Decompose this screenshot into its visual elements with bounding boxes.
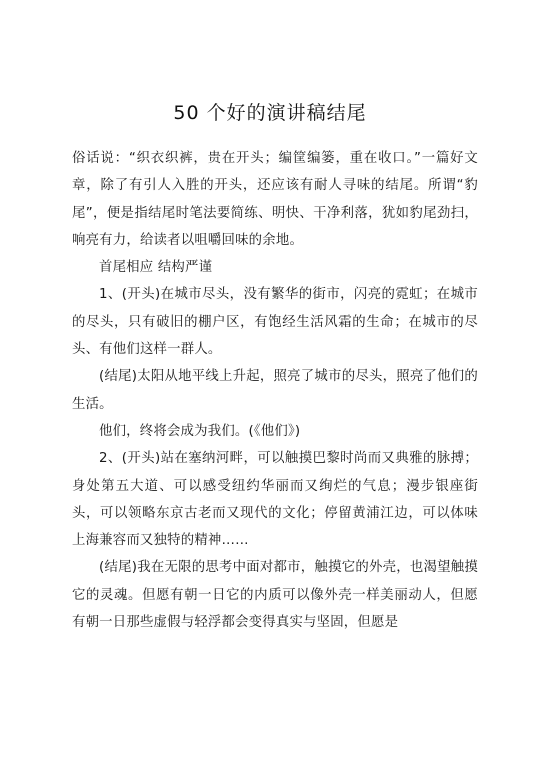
paragraph-example-1-ending: (结尾)太阳从地平线上升起，照亮了城市的尽头，照亮了他们的生活。 bbox=[72, 369, 478, 412]
paragraph-heading: 首尾相应 结构严谨 bbox=[99, 260, 213, 276]
document-title: 50 个好的演讲稿结尾 bbox=[173, 102, 367, 124]
paragraph-example-1-opening: 1、(开头)在城市尽头，没有繁华的街市，闪亮的霓虹；在城市的尽头，只有破旧的棚户区，有饱经生活风霜的生命；在城市的尽头、有他们这样一群人。 bbox=[72, 287, 478, 358]
paragraph-example-1-note: 他们，终将会成为我们。(《他们》) bbox=[99, 423, 301, 439]
paragraph-example-2-ending: (结尾)我在无限的思考中面对都市，触摸它的外壳，也渴望触摸它的灵魂。但愿有朝一日它的内质可以像外壳一样美丽动人，但愿有朝一日那些虚假与轻浮都会变得真实与坚固，但愿是 bbox=[72, 560, 478, 631]
document-body bbox=[72, 145, 478, 636]
paragraph-example-2-opening: 2、(开头)站在塞纳河畔，可以触摸巴黎时尚而又典雅的脉搏；身处第五大道、可以感受纽约华丽而又绚烂的气息；漫步银座街头，可以领略东京古老而又现代的文化；停留黄浦江边，可以体味上海兼容而又独特的精神…… bbox=[72, 451, 478, 549]
paragraph-intro: 俗话说：“织衣织裤，贵在开头；编筐编篓，重在收口。”一篇好文章，除了有引人入胜的开头，还应该有耐人寻味的结尾。所谓“豹尾”，便是指结尾时笔法要简练、明快、干净利落，犹如豹尾劲扫，响亮有力，给读者以咀嚼回味的余地。 bbox=[72, 151, 478, 248]
